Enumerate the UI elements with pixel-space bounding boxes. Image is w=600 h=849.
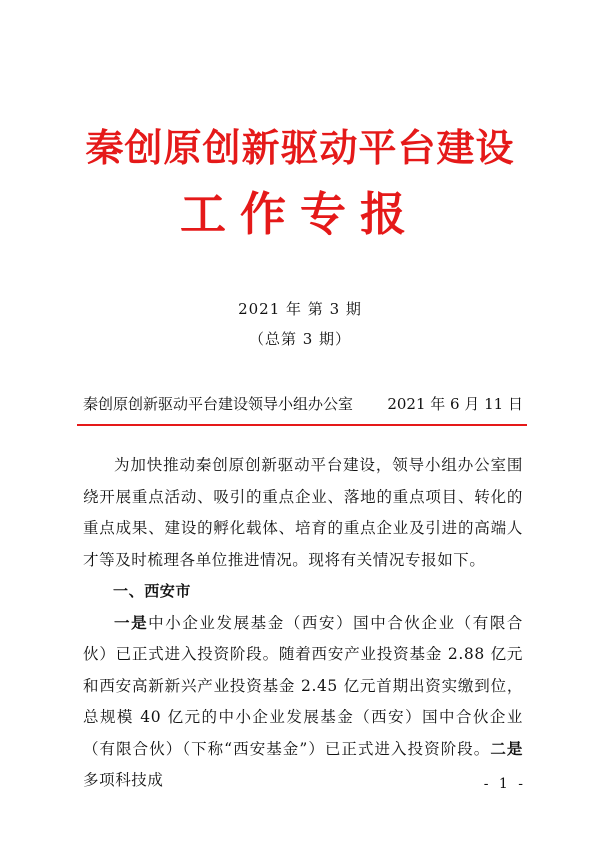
paragraph-1-text: 中小企业发展基金（西安）国中合伙企业（有限合伙）已正式进入投资阶段。随着西安产业投资基金 2.88 亿元和西安高新新兴产业投资基金 2.45 亿元首期出资实缴到位，总规模 40 亿元的中小企业发展基金（西安）国中合伙企业（有限合伙）（下称“西安基金”）已正式进入投资阶段。 (83, 613, 524, 758)
paragraph-2-text: 多项科技成 (83, 771, 164, 789)
issuer-row (83, 393, 523, 415)
issue-number: 2021 年 第 3 期 (238, 300, 362, 318)
page-number: - 1 - (483, 776, 526, 792)
paragraph-1 (83, 608, 523, 797)
issue-date: 2021 年 6 月 11 日 (387, 395, 523, 413)
issuer-office: 秦创原创新驱动平台建设领导小组办公室 (83, 395, 354, 413)
masthead-subtitle: 工作专报 (180, 187, 420, 241)
paragraph-2-lead: 二是 (490, 739, 524, 758)
body-text (83, 450, 523, 797)
intro-paragraph: 为加快推动秦创原创新驱动平台建设，领导小组办公室围绕开展重点活动、吸引的重点企业、落地的重点项目、转化的重点成果、建设的孵化载体、培育的重点企业及引进的高端人才等及时梳理各单位推进情况。现将有关情况专报如下。 (83, 456, 523, 569)
masthead-title: 秦创原创新驱动平台建设 (85, 125, 515, 170)
total-issue-number: （总第 3 期） (248, 330, 352, 348)
red-divider-line (77, 424, 527, 426)
paragraph-1-lead: 一是 (114, 613, 149, 632)
section-heading-xian: 一、西安市 (113, 582, 192, 600)
